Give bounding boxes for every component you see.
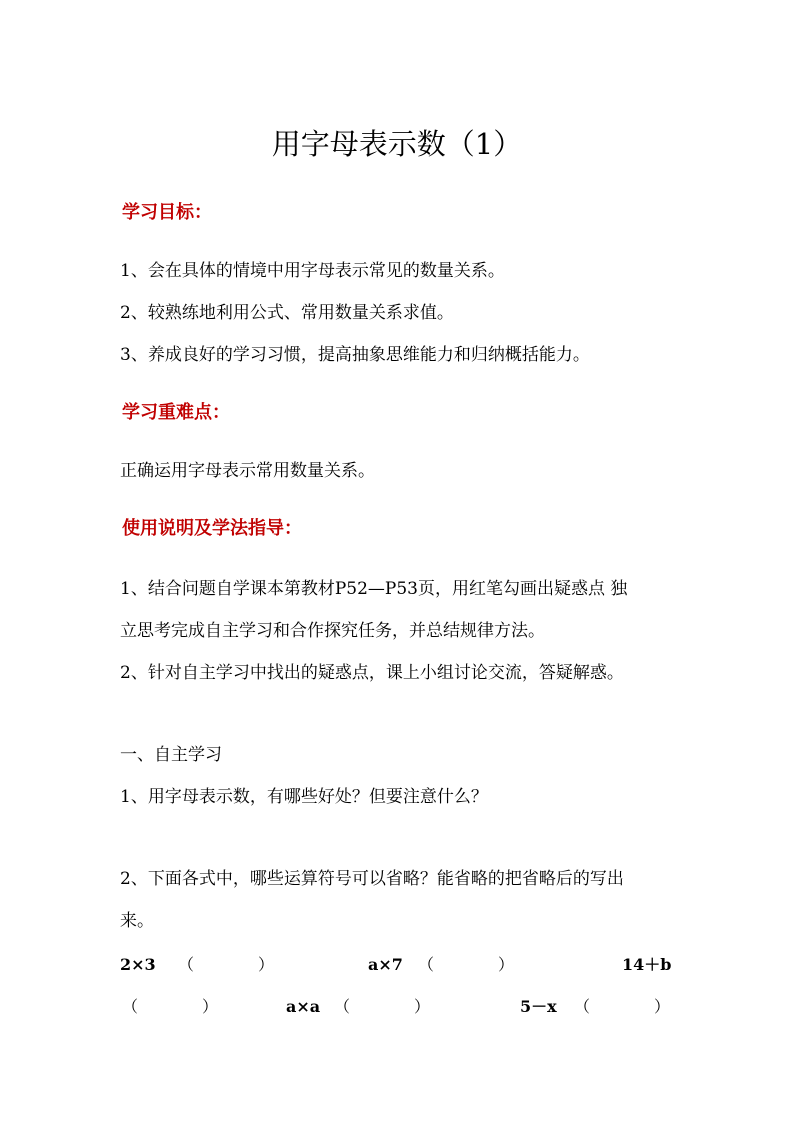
key-points-heading: 学习重难点： (122, 402, 230, 423)
instruction-item-1-cont: 立思考完成自主学习和合作探究任务，并总结规律方法。 (120, 621, 545, 641)
exercise-blank-3[interactable]: （ ） (122, 997, 219, 1016)
self-study-heading: 一、自主学习 (120, 745, 222, 765)
question-2: 2、下面各式中，哪些运算符号可以省略？能省略的把省略后的写出 (120, 869, 624, 889)
exercise-blank-2[interactable]: （ ） (418, 955, 515, 974)
exercise-blank-4[interactable]: （ ） (334, 997, 431, 1016)
exercise-expr-1: 2×3 (120, 955, 156, 974)
goals-heading: 学习目标： (122, 202, 212, 223)
key-points-text: 正确运用字母表示常用数量关系。 (120, 461, 375, 481)
page-title: 用字母表示数（1） (271, 127, 523, 161)
exercise-row-2 (0, 994, 794, 1020)
exercise-blank-1[interactable]: （ ） (178, 955, 275, 974)
exercise-row-1 (0, 952, 794, 978)
goal-item-1: 1、会在具体的情境中用字母表示常见的数量关系。 (120, 261, 505, 281)
instruction-item-1: 1、结合问题自学课本第教材P52—P53页，用红笔勾画出疑惑点 独 (120, 579, 628, 599)
goal-item-3: 3、养成良好的学习习惯，提高抽象思维能力和归纳概括能力。 (120, 345, 590, 365)
exercise-blank-5[interactable]: （ ） (574, 997, 671, 1016)
exercise-expr-3: 14＋b (622, 955, 672, 974)
instruction-item-2: 2、针对自主学习中找出的疑惑点，课上小组讨论交流，答疑解惑。 (120, 663, 624, 683)
instructions-heading: 使用说明及学法指导： (122, 518, 302, 539)
question-1: 1、用字母表示数，有哪些好处？但要注意什么？ (120, 787, 488, 807)
exercise-expr-4: a×a (286, 997, 321, 1016)
exercise-expr-5: 5－x (520, 997, 557, 1016)
question-2-cont: 来。 (120, 911, 154, 931)
exercise-expr-2: a×7 (368, 955, 403, 974)
goal-item-2: 2、较熟练地利用公式、常用数量关系求值。 (120, 303, 454, 323)
